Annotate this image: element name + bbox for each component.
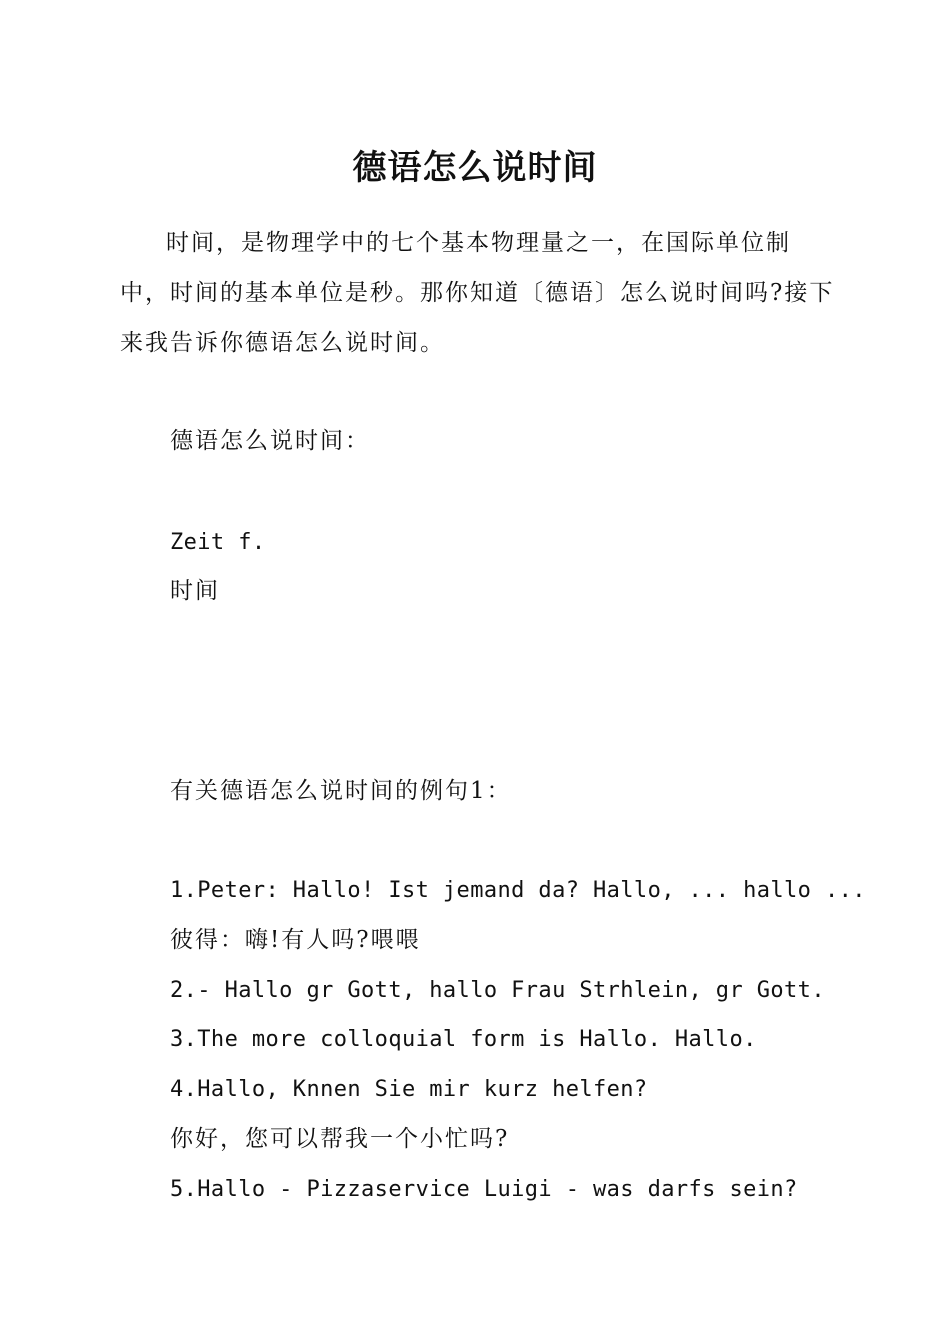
german-term: Zeit f.: [170, 530, 266, 555]
example-translation-4: 你好，您可以帮我一个小忙吗?: [170, 1126, 510, 1152]
example-sentence-4: 4.Hallo, Knnen Sie mir kurz helfen?: [170, 1077, 648, 1102]
intro-paragraph: 时间，是物理学中的七个基本物理量之一，在国际单位制中，时间的基本单位是秒。那你知道〔德语〕怎么说时间吗?接下来我告诉你德语怎么说时间。: [120, 230, 835, 356]
example-sentence-2: 2.- Hallo gr Gott, hallo Frau Strhlein, gr Gott.: [170, 978, 825, 1003]
example-sentence-1: 1.Peter: Hallo! Ist jemand da? Hallo, ... hallo ...: [170, 878, 866, 903]
example-translation-1: 彼得：嗨!有人吗?喂喂: [170, 927, 421, 953]
document-title: 德语怎么说时间: [352, 148, 598, 188]
term-translation: 时间: [170, 578, 220, 604]
example-sentence-5: 5.Hallo - Pizzaservice Luigi - was darfs sein?: [170, 1177, 798, 1202]
section-heading-how-to-say: 德语怎么说时间：: [170, 428, 370, 454]
example-sentence-3: 3.The more colloquial form is Hallo. Hallo.: [170, 1027, 757, 1052]
examples-heading: 有关德语怎么说时间的例句1：: [170, 778, 512, 804]
